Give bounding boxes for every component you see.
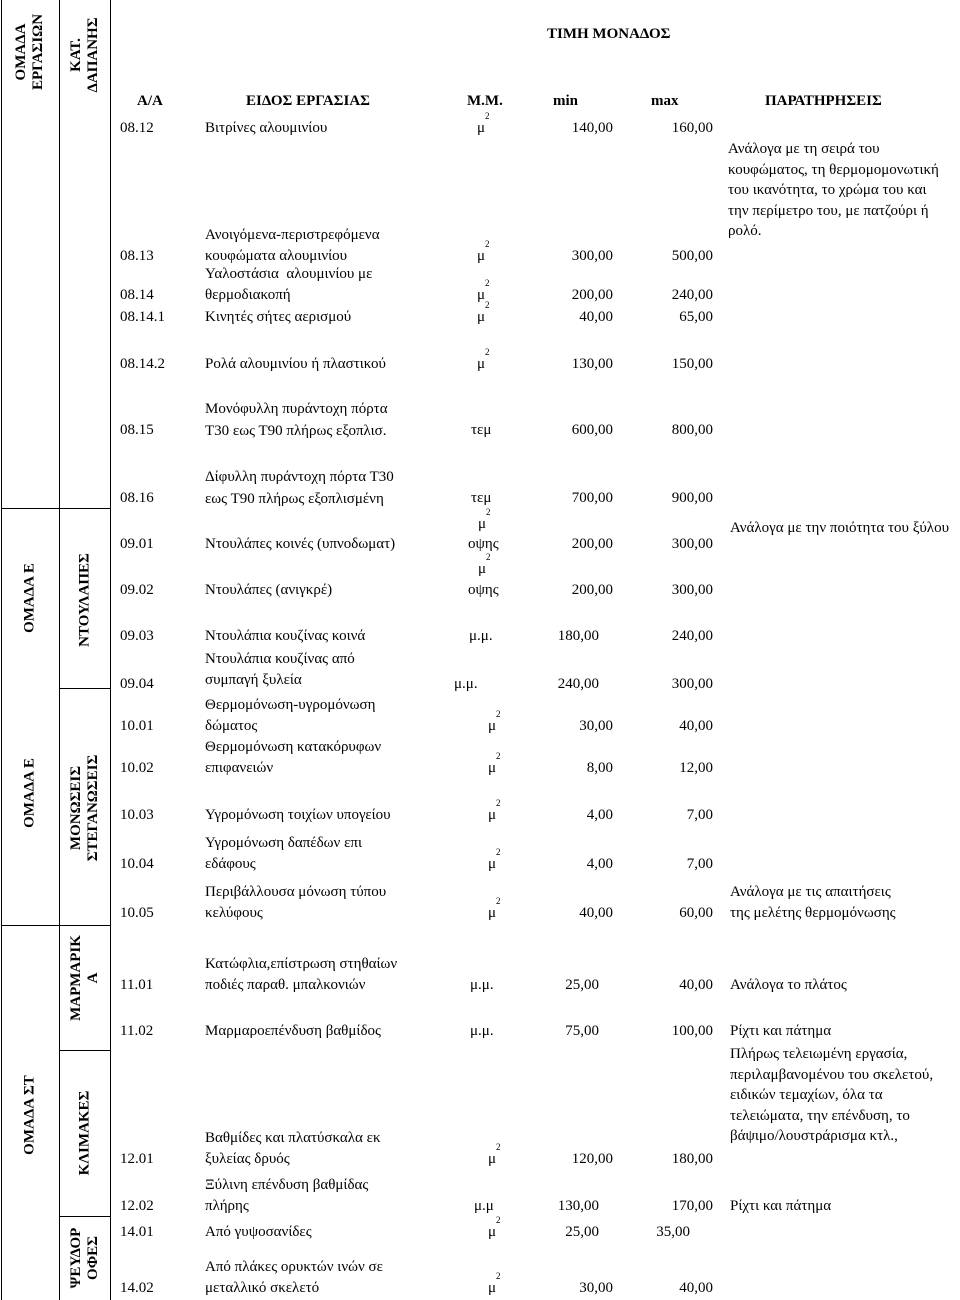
unit-14-02: $\mu^2$ bbox=[488, 1271, 501, 1296]
desc-10-03: Υγρομόνωση τοιχίων υπογείου bbox=[205, 807, 391, 823]
desc-08-16: Δίφυλλη πυράντοχη πόρτα Τ30 εως Τ90 πλήρως εξοπλισμένη bbox=[205, 469, 394, 507]
code-10-01: 10.01 bbox=[120, 718, 154, 734]
code-08-14-1: 08.14.1 bbox=[120, 309, 165, 325]
code-08-12: 08.12 bbox=[120, 120, 154, 136]
code-08-13: 08.13 bbox=[120, 248, 154, 264]
cat-divider-3 bbox=[59, 925, 110, 926]
desc-08-14: Υαλοστάσια αλουμινίου με θερμοδιακοπή bbox=[205, 266, 373, 303]
code-09-03: 09.03 bbox=[120, 628, 154, 644]
desc-09-01: Ντουλάπες κοινές (υπνοδωματ) bbox=[205, 536, 396, 552]
max-10-02: 12,00 bbox=[679, 760, 713, 776]
aa-header: Α/Α bbox=[137, 93, 163, 109]
note-insulation-study: Ανάλογα με τις απαιτήσεις της μελέτης θερμομόνωσης bbox=[730, 884, 896, 921]
min-09-03: 180,00 bbox=[557, 628, 599, 644]
group-divider-2 bbox=[1, 925, 59, 926]
desc-08-14-1: Κινητές σήτες αερισμού bbox=[205, 309, 352, 325]
unit-09-03: μ.μ. bbox=[469, 628, 493, 644]
cat-divider-2 bbox=[59, 688, 110, 689]
code-08-16: 08.16 bbox=[120, 490, 154, 506]
unit-08-14-2: $\mu^2$ bbox=[477, 347, 490, 372]
group-label-1: ΟΜΑΔΑ Ε bbox=[21, 563, 38, 633]
code-14-01: 14.01 bbox=[120, 1224, 154, 1240]
unit-08-15: τεμ bbox=[471, 422, 492, 438]
max-11-02: 100,00 bbox=[671, 1023, 713, 1039]
min-08-16: 700,00 bbox=[571, 490, 613, 506]
code-09-01: 09.01 bbox=[120, 536, 154, 552]
min-14-02: 30,00 bbox=[579, 1280, 613, 1296]
code-10-05: 10.05 bbox=[120, 905, 154, 921]
unit-price-header: ΤΙΜΗ ΜΟΝΑΔΟΣ bbox=[547, 26, 671, 42]
code-11-02: 11.02 bbox=[120, 1023, 154, 1039]
category-label-ceilings: ΨΕΥΔΟΡ ΟΦΕΣ bbox=[68, 1227, 101, 1289]
max-08-14: 240,00 bbox=[671, 287, 713, 303]
unit-12-01: $\mu^2$ bbox=[488, 1142, 501, 1167]
min-10-03: 4,00 bbox=[586, 807, 613, 823]
min-10-01: 30,00 bbox=[579, 718, 613, 734]
max-10-03: 7,00 bbox=[686, 807, 713, 823]
notes-header: ΠΑΡΑΤΗΡΗΣΕΙΣ bbox=[765, 93, 882, 109]
note-width: Ανάλογα το πλάτος bbox=[730, 977, 847, 993]
max-10-05: 60,00 bbox=[679, 905, 713, 921]
min-08-13: 300,00 bbox=[571, 248, 613, 264]
max-08-13: 500,00 bbox=[671, 248, 713, 264]
min-12-02: 130,00 bbox=[557, 1198, 599, 1214]
min-10-04: 4,00 bbox=[586, 856, 613, 872]
min-08-15: 600,00 bbox=[571, 422, 613, 438]
min-10-02: 8,00 bbox=[586, 760, 613, 776]
note-riser-tread-1: Ρίχτι και πάτημα bbox=[730, 1023, 832, 1039]
min-10-05: 40,00 bbox=[579, 905, 613, 921]
min-09-01: 200,00 bbox=[571, 536, 613, 552]
max-header: max bbox=[651, 93, 679, 109]
desc-10-05: Περιβάλλουσα μόνωση τύπου κελύφους bbox=[205, 884, 387, 921]
code-10-03: 10.03 bbox=[120, 807, 154, 823]
max-12-02: 170,00 bbox=[671, 1198, 713, 1214]
max-08-14-2: 150,00 bbox=[671, 356, 713, 372]
cat-divider-1 bbox=[59, 508, 110, 509]
cat-divider-5 bbox=[59, 1216, 110, 1217]
unit2-09-01: οψης bbox=[468, 536, 499, 552]
min-08-12: 140,00 bbox=[571, 120, 613, 136]
code-10-04: 10.04 bbox=[120, 856, 154, 872]
desc-14-02: Από πλάκες ορυκτών ινών σε μεταλλικό σκελετό bbox=[205, 1259, 383, 1296]
unit-10-05: $\mu^2$ bbox=[488, 896, 501, 921]
unit-09-02: $\mu^2$ bbox=[478, 552, 491, 577]
category-label-marble: ΜΑΡΜΑΡΙΚ Α bbox=[68, 935, 101, 1021]
max-10-04: 7,00 bbox=[686, 856, 713, 872]
cost-category-header: ΚΑΤ. ΔΑΠΑΝΗΣ bbox=[68, 17, 101, 93]
desc-08-15: Μονόφυλλη πυράντοχη πόρτα Τ30 εως Τ90 πλήρως εξοπλισ. bbox=[205, 401, 388, 439]
desc-09-02: Ντουλάπες (ανιγκρέ) bbox=[205, 582, 333, 598]
code-09-04: 09.04 bbox=[120, 676, 154, 692]
unit2-09-02: οψης bbox=[468, 582, 499, 598]
min-11-01: 25,00 bbox=[565, 977, 599, 993]
min-08-14-1: 40,00 bbox=[579, 309, 613, 325]
code-14-02: 14.02 bbox=[120, 1280, 154, 1296]
unit-08-12: $\mu^2$ bbox=[477, 111, 490, 136]
unit-11-02: μ.μ. bbox=[470, 1023, 494, 1039]
max-09-04: 300,00 bbox=[671, 676, 713, 692]
desc-11-02: Μαρμαροεπένδυση βαθμίδος bbox=[205, 1023, 381, 1039]
code-12-02: 12.02 bbox=[120, 1198, 154, 1214]
unit-10-04: $\mu^2$ bbox=[488, 847, 501, 872]
max-14-01: 35,00 bbox=[656, 1224, 690, 1240]
code-08-15: 08.15 bbox=[120, 422, 154, 438]
unit-08-13: $\mu^2$ bbox=[477, 239, 490, 264]
note-wood-quality: Ανάλογα με την ποιότητα του ξύλου bbox=[730, 520, 950, 536]
note-stairs-complete: Πλήρως τελειωμένη εργασία, περιλαμβανομένου του σκελετού, ειδικών τεμαχίων, όλα τα τελειώματα, την επένδυση, το βάψιμο/λουστράρισμα κτλ., bbox=[730, 1046, 934, 1144]
cat-divider-4 bbox=[59, 1050, 110, 1051]
code-09-02: 09.02 bbox=[120, 582, 154, 598]
max-10-01: 40,00 bbox=[679, 718, 713, 734]
max-09-02: 300,00 bbox=[671, 582, 713, 598]
unit-10-03: $\mu^2$ bbox=[488, 798, 501, 823]
desc-09-03: Ντουλάπια κουζίνας κοινά bbox=[205, 628, 366, 644]
code-12-01: 12.01 bbox=[120, 1151, 154, 1167]
desc-10-04: Υγρομόνωση δαπέδων επι εδάφους bbox=[205, 835, 362, 872]
note-window-frames: Ανάλογα με τη σειρά του κουφώματος, τη θερμομομονωτική του ικανότητα, το χρώμα του και την περίμετρο του, με πατζούρι ή ρολό. bbox=[728, 141, 939, 239]
code-11-01: 11.01 bbox=[120, 977, 154, 993]
unit-08-16: τεμ bbox=[471, 490, 492, 506]
unit-14-01: $\mu^2$ bbox=[488, 1215, 501, 1240]
unit-08-14-1: $\mu^2$ bbox=[477, 300, 490, 325]
group-label-3: ΟΜΑΔΑ ΣΤ bbox=[21, 1075, 38, 1155]
min-12-01: 120,00 bbox=[571, 1151, 613, 1167]
max-09-03: 240,00 bbox=[671, 628, 713, 644]
category-label-insulation: ΜΟΝΩΣΕΙΣ ΣΤΕΓΑΝΩΣΕΙΣ bbox=[68, 754, 101, 862]
code-08-14-2: 08.14.2 bbox=[120, 356, 165, 372]
max-12-01: 180,00 bbox=[671, 1151, 713, 1167]
desc-14-01: Από γυψοσανίδες bbox=[205, 1224, 312, 1240]
unit-09-01: $\mu^2$ bbox=[478, 507, 491, 532]
group-label-2: ΟΜΑΔΑ Ε bbox=[21, 758, 38, 828]
work-type-header: ΕΙΔΟΣ ΕΡΓΑΣΙΑΣ bbox=[246, 93, 370, 109]
left-border bbox=[1, 0, 2, 1300]
desc-12-01: Βαθμίδες και πλατύσκαλα εκ ξυλείας δρυός bbox=[205, 1130, 381, 1167]
unit-11-01: μ.μ. bbox=[470, 977, 494, 993]
min-header: min bbox=[553, 93, 579, 109]
desc-12-02: Ξύλινη επένδυση βαθμίδας πλήρης bbox=[205, 1177, 369, 1214]
min-08-14: 200,00 bbox=[571, 287, 613, 303]
desc-10-02: Θερμομόνωση κατακόρυφων επιφανειών bbox=[205, 739, 382, 776]
category-label-wardrobes: ΝΤΟΥΛΑΠΕΣ bbox=[76, 553, 93, 647]
max-11-01: 40,00 bbox=[679, 977, 713, 993]
min-08-14-2: 130,00 bbox=[571, 356, 613, 372]
column-divider-2 bbox=[110, 0, 111, 1300]
group-divider-1 bbox=[1, 508, 59, 509]
min-09-02: 200,00 bbox=[571, 582, 613, 598]
note-riser-tread-2: Ρίχτι και πάτημα bbox=[730, 1198, 832, 1214]
desc-08-14-2: Ρολά αλουμινίου ή πλαστικού bbox=[205, 356, 386, 372]
max-08-15: 800,00 bbox=[671, 422, 713, 438]
min-11-02: 75,00 bbox=[565, 1023, 599, 1039]
min-14-01: 25,00 bbox=[565, 1224, 599, 1240]
category-label-stairs: ΚΛΙΜΑΚΕΣ bbox=[76, 1090, 93, 1176]
unit-header: Μ.Μ. bbox=[467, 93, 503, 109]
group-works-header: ΟΜΑΔΑ ΕΡΓΑΣΙΩΝ bbox=[13, 13, 46, 91]
desc-09-04: Ντουλάπια κουζίνας από συμπαγή ξυλεία bbox=[205, 651, 355, 688]
max-08-14-1: 65,00 bbox=[679, 309, 713, 325]
unit-08-14: $\mu^2$ bbox=[477, 278, 490, 303]
max-08-16: 900,00 bbox=[671, 490, 713, 506]
max-09-01: 300,00 bbox=[671, 536, 713, 552]
unit-10-01: $\mu^2$ bbox=[488, 709, 501, 734]
desc-10-01: Θερμομόνωση-υγρομόνωση δώματος bbox=[205, 697, 376, 734]
code-10-02: 10.02 bbox=[120, 760, 154, 776]
desc-11-01: Κατώφλια,επίστρωση στηθαίων ποδιές παραθ. μπαλκονιών bbox=[205, 956, 398, 993]
desc-08-13: Ανοιγόμενα-περιστρεφόμενα κουφώματα αλουμινίου bbox=[205, 227, 380, 264]
unit-10-02: $\mu^2$ bbox=[488, 751, 501, 776]
unit-12-02: μ.μ bbox=[474, 1198, 494, 1214]
column-divider-1 bbox=[59, 0, 60, 1300]
code-08-14: 08.14 bbox=[120, 287, 154, 303]
max-08-12: 160,00 bbox=[671, 120, 713, 136]
unit-09-04: μ.μ. bbox=[454, 676, 478, 692]
max-14-02: 40,00 bbox=[679, 1280, 713, 1296]
min-09-04: 240,00 bbox=[557, 676, 599, 692]
desc-08-12: Βιτρίνες αλουμινίου bbox=[205, 120, 328, 136]
